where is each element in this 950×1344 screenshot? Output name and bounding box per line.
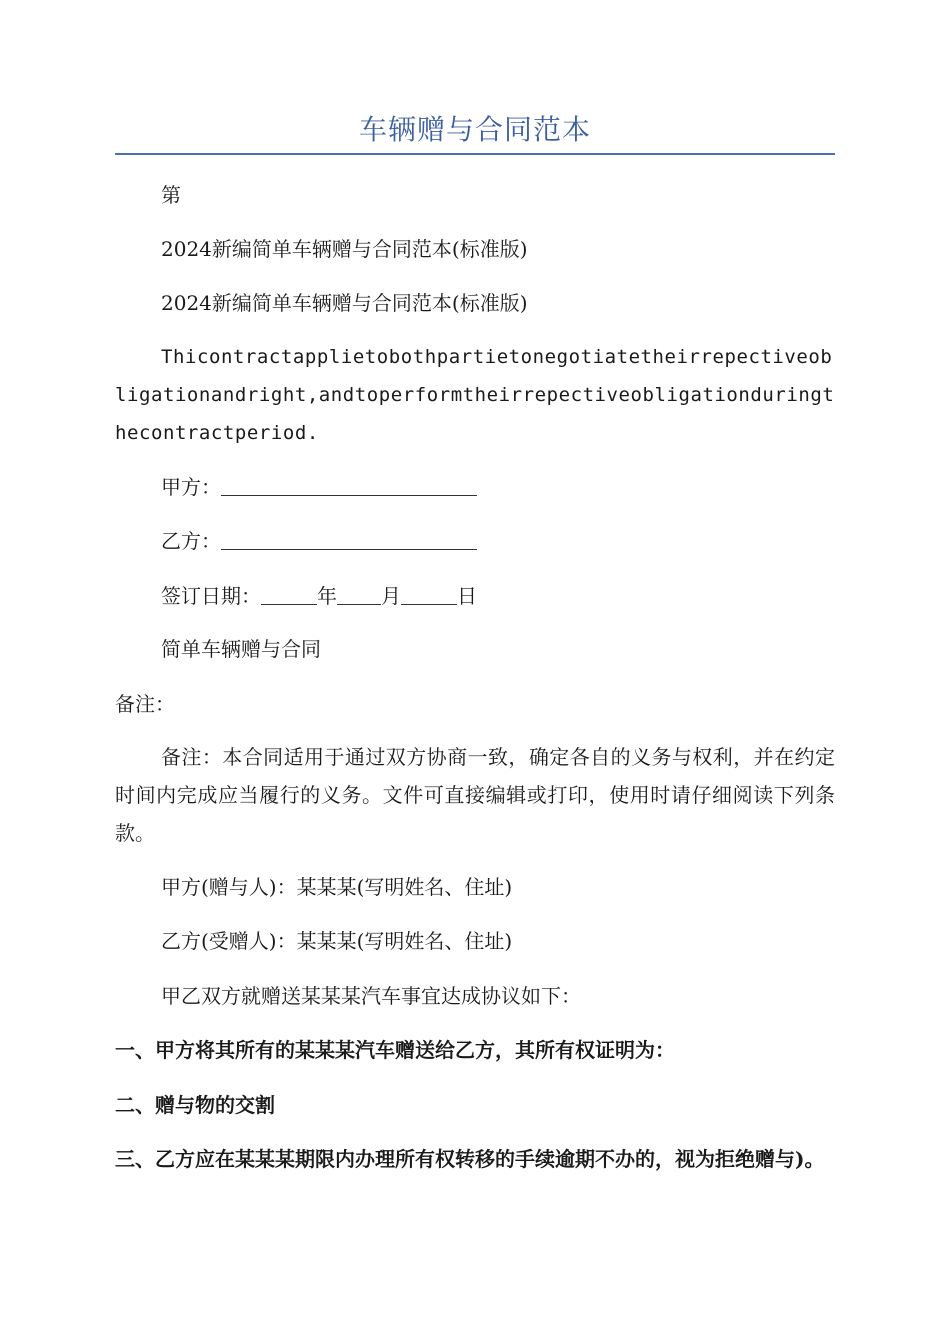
party-a-blank[interactable] xyxy=(221,475,477,496)
day-blank[interactable] xyxy=(401,584,457,605)
agreement-intro: 甲乙双方就赠送某某某汽车事宜达成协议如下： xyxy=(161,984,581,1008)
party-b-blank[interactable] xyxy=(221,529,477,550)
doc-subtitle-2: 2024新编简单车辆赠与合同范本(标准版) xyxy=(161,291,528,315)
donee-line: 乙方(受赠人)：某某某(写明姓名、住址) xyxy=(161,929,513,953)
doc-subtitle-1: 2024新编简单车辆赠与合同范本(标准版) xyxy=(161,237,528,261)
party-a-label: 甲方： xyxy=(161,475,221,499)
party-a-line xyxy=(161,468,477,506)
contract-name: 简单车辆赠与合同 xyxy=(161,637,321,661)
clause-1: 一、甲方将其所有的某某某汽车赠送给乙方，其所有权证明为： xyxy=(115,1038,675,1062)
clause-2: 二、赠与物的交割 xyxy=(115,1093,275,1117)
year-blank[interactable] xyxy=(261,584,317,605)
english-paragraph: Thicontractapplietobothpartietonegotiatetheirrepectiveobligationandright,andtoperformtheirrepectiveobligationduringthecontractperiod. xyxy=(115,346,835,444)
day-label: 日 xyxy=(457,584,477,608)
notes-paragraph: 备注：本合同适用于通过双方协商一致，确定各自的义务与权利，并在约定时间内完成应当履行的义务。文件可直接编辑或打印，使用时请仔细阅读下列条款。 xyxy=(115,745,835,845)
line-di: 第 xyxy=(161,183,181,207)
date-label: 签订日期： xyxy=(161,584,261,608)
title-underline xyxy=(115,153,835,155)
month-blank[interactable] xyxy=(337,584,381,605)
party-b-line xyxy=(161,522,477,560)
document-title: 车辆赠与合同范本 xyxy=(358,113,591,146)
clause-3: 三、乙方应在某某某期限内办理所有权转移的手续逾期不办的，视为拒绝赠与)。 xyxy=(115,1147,825,1171)
year-label: 年 xyxy=(317,584,337,608)
month-label: 月 xyxy=(381,584,401,608)
donor-line: 甲方(赠与人)：某某某(写明姓名、住址) xyxy=(161,875,513,899)
party-b-label: 乙方： xyxy=(161,529,221,553)
sign-date-line xyxy=(161,577,477,615)
notes-heading: 备注： xyxy=(115,692,175,716)
